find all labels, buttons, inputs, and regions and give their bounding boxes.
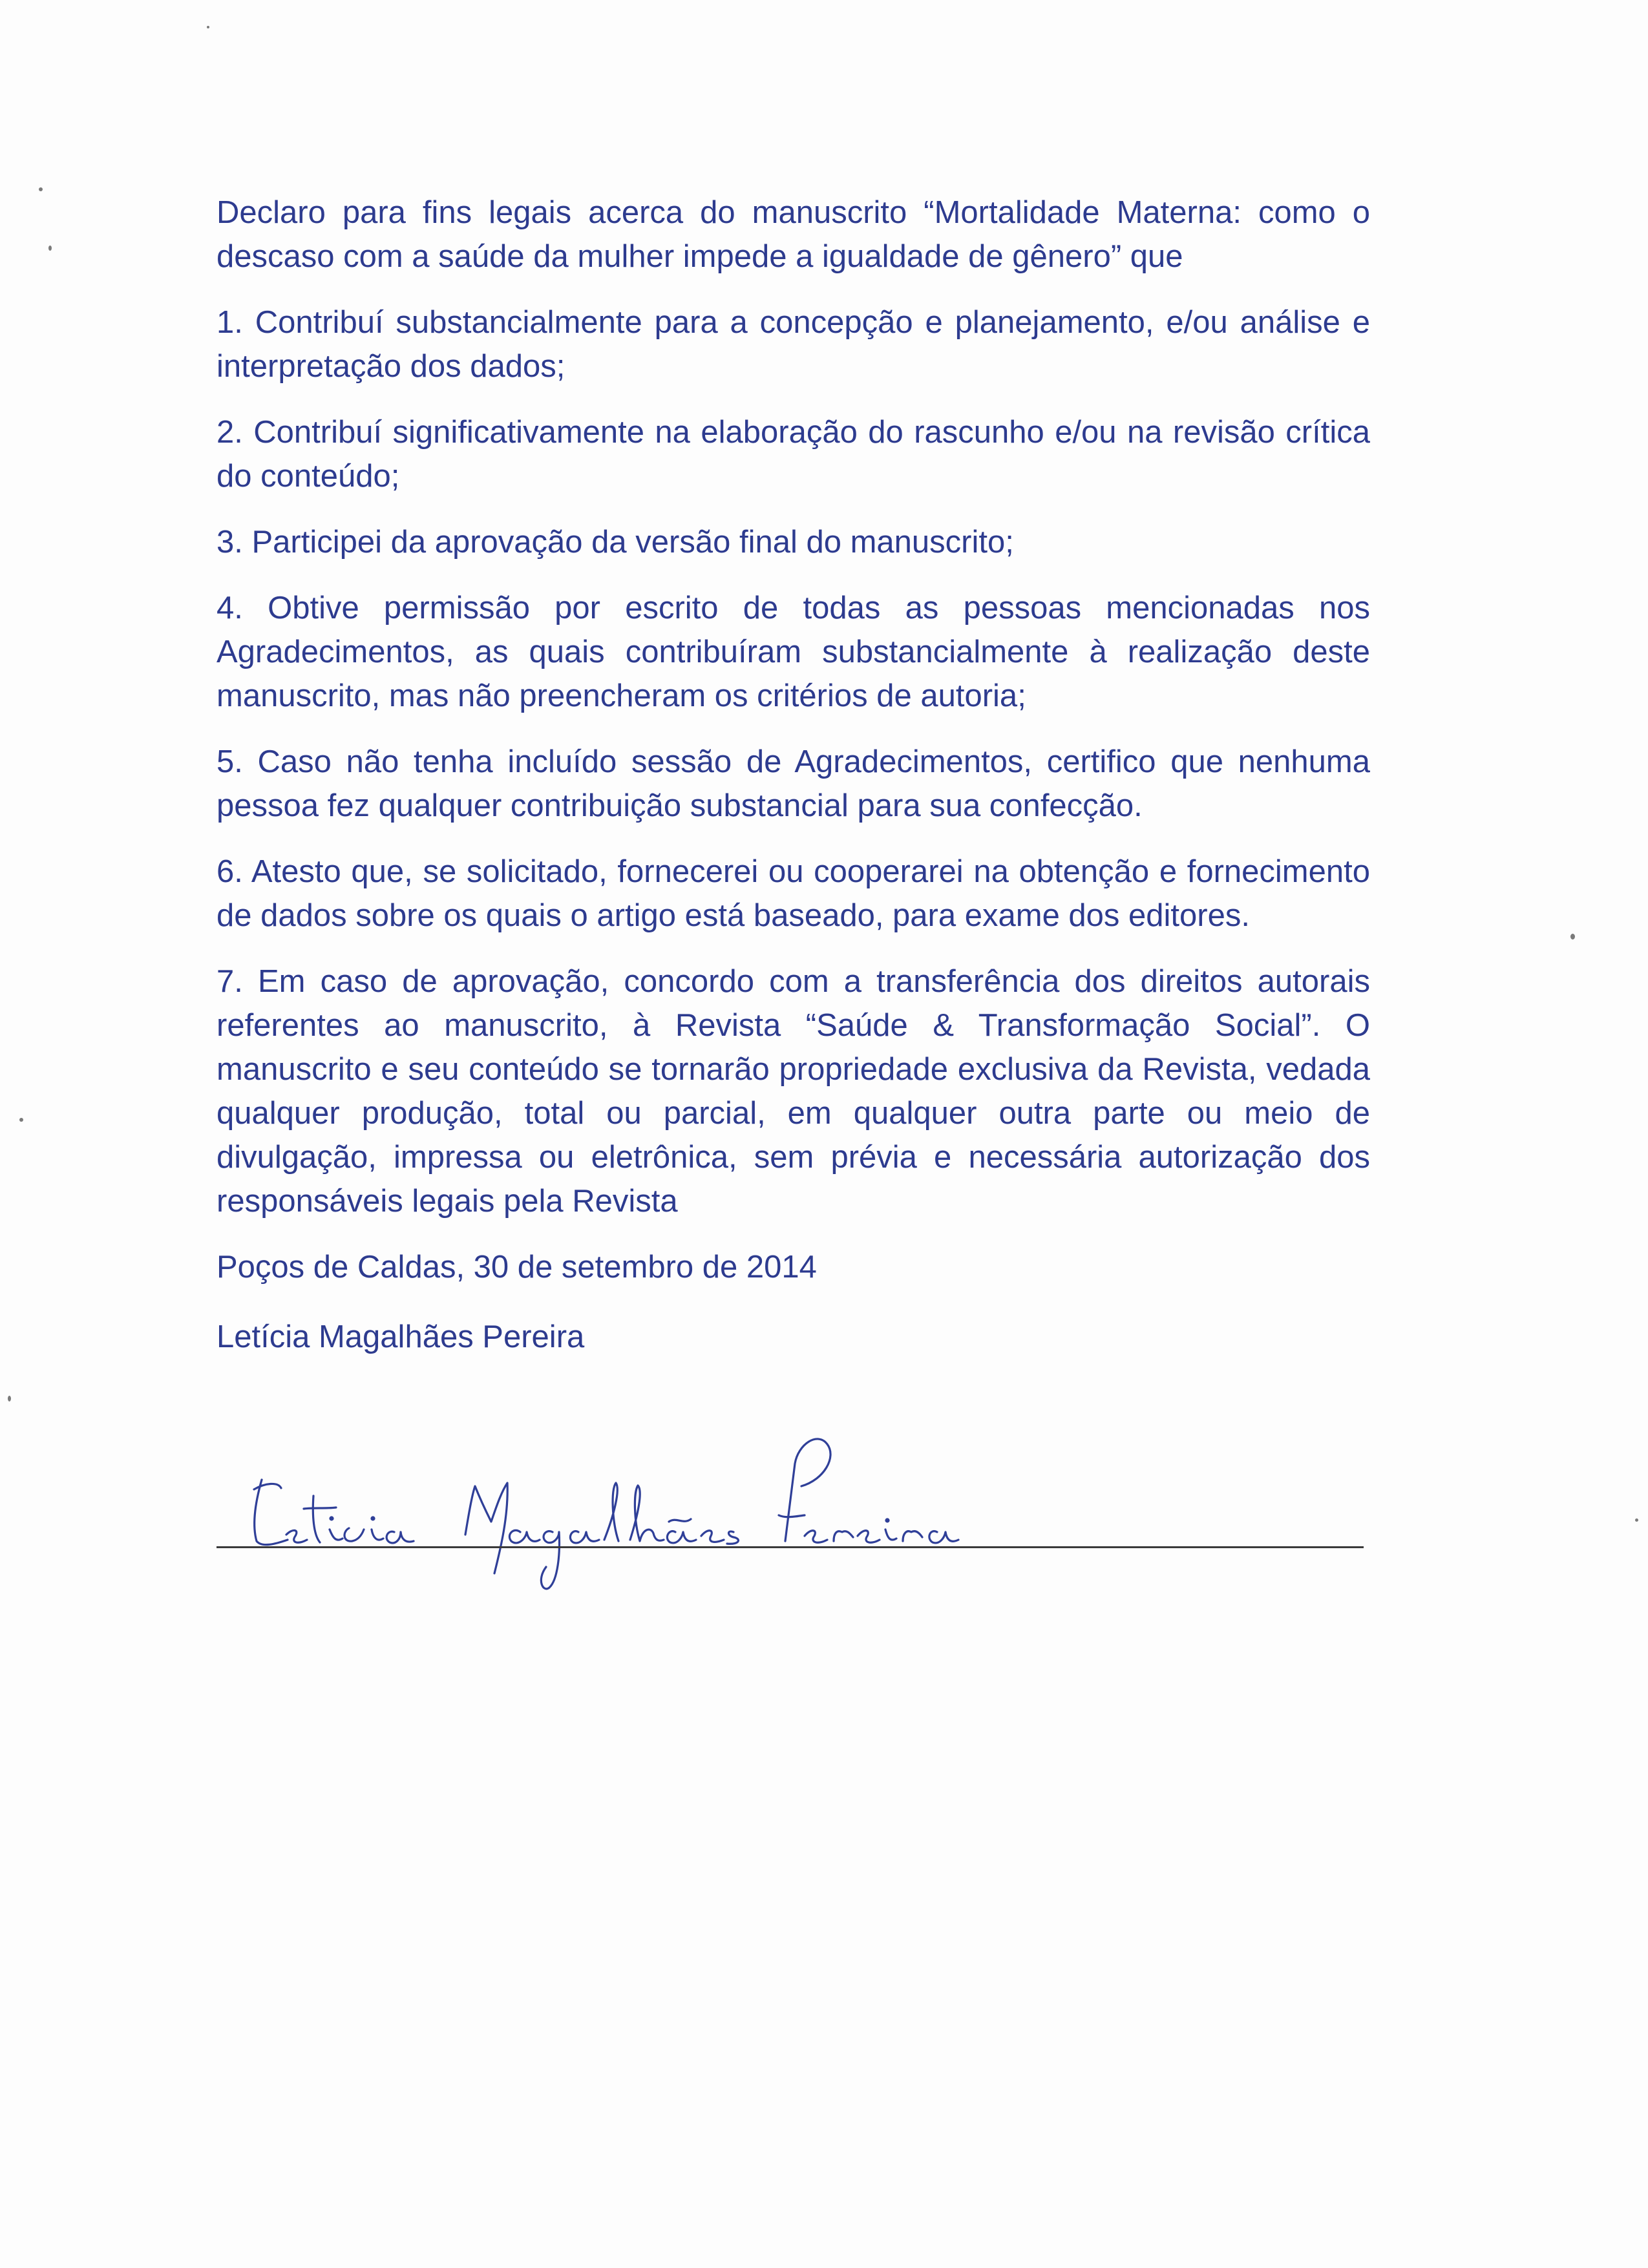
signature-line — [217, 1546, 1364, 1548]
signature-block — [217, 1418, 1373, 1612]
declaration-item: 6. Atesto que, se solicitado, fornecerei ou cooperarei na obtenção e fornecimento de dados sobre os quais o artigo está baseado, para exame dos editores. — [217, 854, 1370, 933]
declaration-item: 5. Caso não tenha incluído sessão de Agradecimentos, certifico que nenhuma pessoa fez qualquer contribuição substancial para sua confecção. — [217, 744, 1370, 823]
scan-speck — [19, 1118, 23, 1122]
scan-speck — [8, 1396, 11, 1402]
scan-speck — [1570, 934, 1575, 940]
declaration-item: 4. Obtive permissão por escrito de todas as pessoas mencionadas nos Agradecimentos, as quais contribuíram substancialmente à realização deste manuscrito, mas não preencheram os critérios de autoria; — [217, 591, 1370, 713]
declaration-item: 7. Em caso de aprovação, concordo com a transferência dos direitos autorais referentes ao manuscrito, à Revista “Saúde & Transformação Social”. O manuscrito e seu conteúdo se tornarão propriedade exclusiva da Revista, vedada qualquer produção, total ou parcial, em qualquer outra parte ou meio de divulgação, impressa ou eletrônica, sem prévia e necessária autorização dos responsáveis legais pela Revista — [217, 964, 1370, 1219]
signer-name: Letícia Magalhães Pereira — [217, 1319, 585, 1354]
declaration-item: 3. Participei da aprovação da versão final do manuscrito; — [217, 525, 1014, 560]
declaration-item: 1. Contribuí substancialmente para a concepção e planejamento, e/ou análise e interpretação dos dados; — [217, 305, 1370, 384]
handwritten-signature — [217, 1418, 1121, 1612]
declaration-intro: Declaro para fins legais acerca do manuscrito “Mortalidade Materna: como o descaso com a saúde da mulher impede a igualdade de gênero” que — [217, 195, 1370, 274]
declaration-body — [217, 191, 1370, 1381]
scan-speck — [1635, 1518, 1638, 1522]
scan-speck — [39, 187, 43, 191]
declaration-item: 2. Contribuí significativamente na elaboração do rascunho e/ou na revisão crítica do conteúdo; — [217, 415, 1370, 494]
place-and-date: Poços de Caldas, 30 de setembro de 2014 — [217, 1250, 817, 1285]
scan-speck — [207, 26, 209, 28]
scan-speck — [48, 246, 52, 251]
